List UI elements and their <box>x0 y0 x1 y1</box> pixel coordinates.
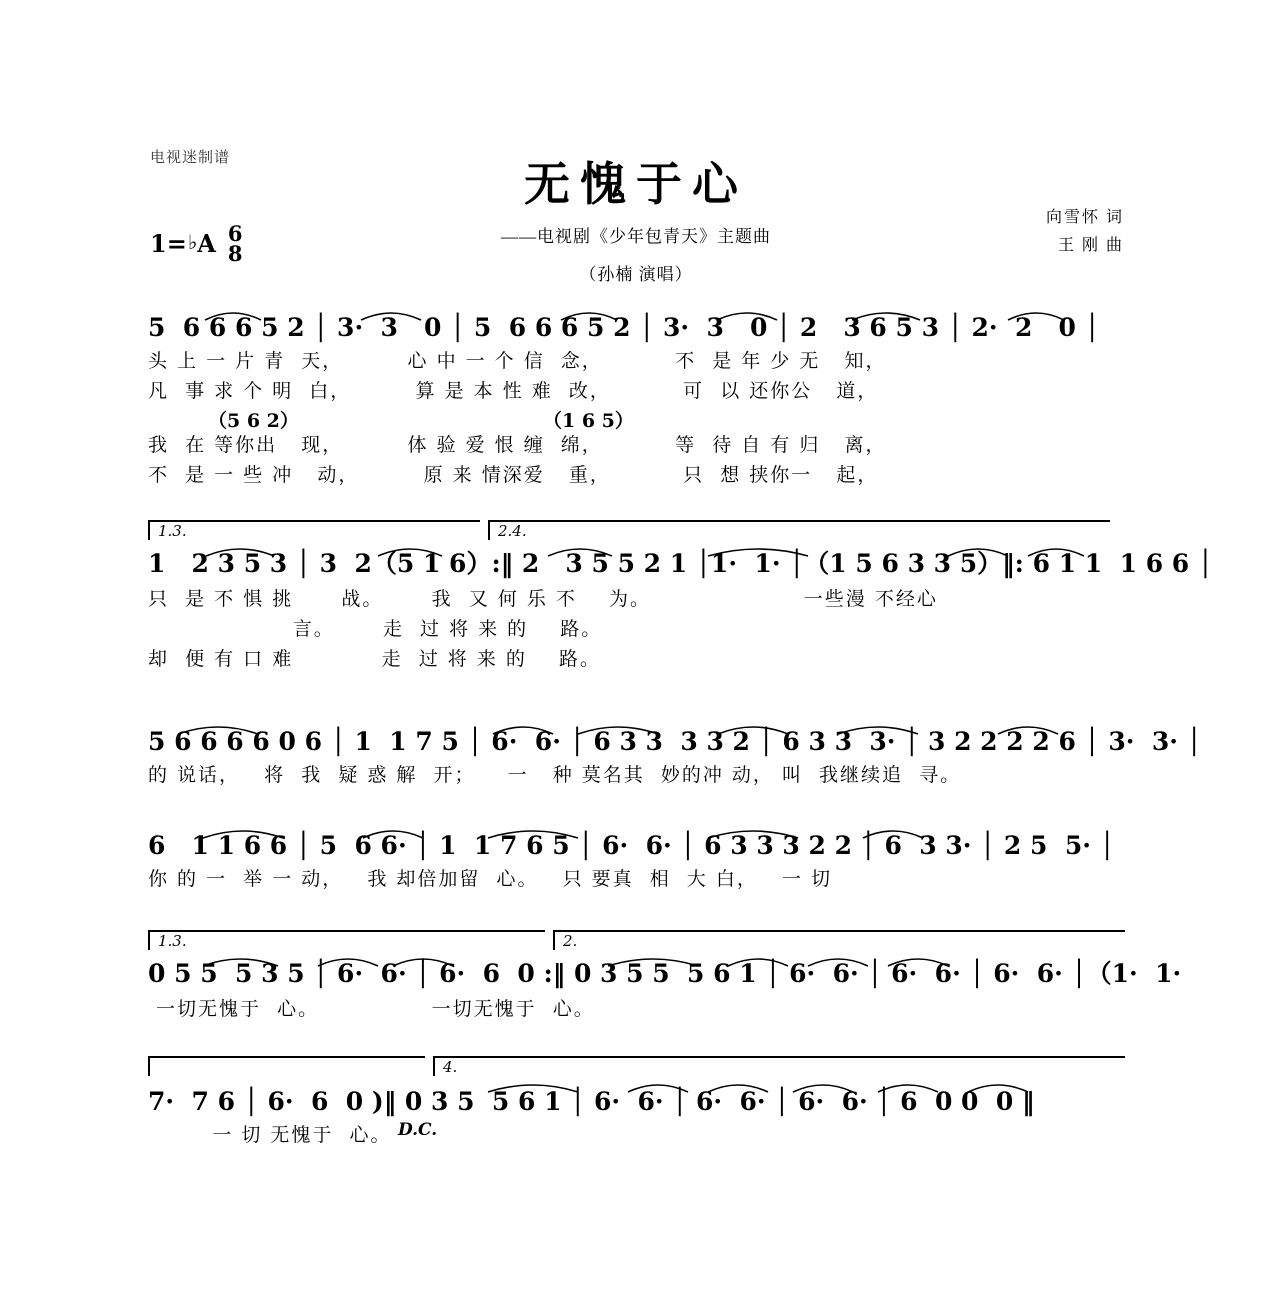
system-5 <box>148 930 1182 1024</box>
lyricist-credit: 向雪怀 词 <box>1045 209 1124 226</box>
volta-bracket-2 <box>488 520 1110 540</box>
note-row-3: 5 6 6 6 6 0 6 │ 1 1 7 5 │ 6· 6· │ 6 3 3 3 3 2 │ 6 3 3 3· │ 3 2 2 2 2 6 │ 3· 3· │ <box>148 727 1202 756</box>
lyric-row-4: 你 的 一 举 一 动， 我 却倍加留 心。 只 要真 相 大 白， 一 切 <box>148 868 832 890</box>
inline-note-2: （1 6 5） <box>543 410 634 432</box>
time-signature-denominator: 8 <box>227 240 243 266</box>
key-label: 1= <box>150 229 187 259</box>
system-4 <box>148 826 1128 894</box>
beam-slurs-5 <box>148 952 1128 972</box>
time-signature <box>227 221 243 266</box>
system-1 <box>148 308 1128 490</box>
volta-bracket-1 <box>148 520 480 540</box>
dc-marking: D.C. <box>398 1120 438 1140</box>
flat-icon: ♭ <box>187 229 198 254</box>
beam-slurs-3 <box>148 720 1128 740</box>
system-6 <box>148 1056 1128 1150</box>
lyric-row-2b: 言。 走 过 将 来 的 路。 <box>148 618 603 640</box>
beam-slurs-2 <box>148 542 1128 562</box>
composer-credit: 王 刚 曲 <box>1057 237 1124 254</box>
key-signature <box>150 221 243 266</box>
lyric-row-1c: 我 在 等你出 现， 体 验 爱 恨 缠 绵， 等 待 自 有 归 离， <box>148 434 887 456</box>
volta-label-1: 1.3. <box>158 522 187 540</box>
note-row-5: 0 5 5 5 3 5 │ 6· 6· │ 6· 6 0 :‖ 0 3 5 5 5 6 1 │ 6· 6· │ 6· 6· │ 6· 6· │（1· 1· <box>148 959 1182 988</box>
note-row-2: 1 2 3 5 3 │ 3 2（5 1 6）:‖ 2 3 5 5 2 1 │1· 1· │（1 5 6 3 3 5）‖: 6 1 1 1 6 6 │ <box>148 549 1213 578</box>
ending-bracket-left <box>148 1056 425 1076</box>
beam-slurs-6 <box>148 1078 1128 1098</box>
volta-bracket-5 <box>433 1056 1125 1076</box>
volta-label-3: 1.3. <box>158 932 187 950</box>
volta-label-4: 2. <box>563 932 578 950</box>
lyric-row-1a: 头 上 一 片 青 天， 心 中 一 个 信 念， 不 是 年 少 无 知， <box>148 350 887 372</box>
lyric-row-1b: 凡 事 求 个 明 白， 算 是 本 性 难 改， 可 以 还你公 道， <box>148 380 879 402</box>
inline-note-1: （5 6 2） <box>208 410 299 432</box>
beam-slurs-1 <box>148 306 1128 326</box>
system-3 <box>148 722 1202 790</box>
volta-bracket-4 <box>553 930 1125 950</box>
lyric-row-2c: 却 便 有 口 难 走 过 将 来 的 路。 <box>148 648 601 670</box>
note-row-4: 6 1 1 6 6 │ 5 6 6· │ 1 1 7 6 5 │ 6· 6· │ 6 3 3 3 2 2 │ 6 3 3· │ 2 5 5· │ <box>148 831 1115 860</box>
lyric-row-6: 一 切 无愧于 心。 <box>148 1124 392 1146</box>
time-signature-numerator: 6 <box>227 221 243 246</box>
singer-credit: （孙楠 演唱） <box>579 265 693 284</box>
lyric-row-3: 的 说话， 将 我 疑 惑 解 开； 一 种 莫名其 妙的冲 动， 叫 我继续追 寻。 <box>148 764 962 786</box>
engraver-credit: 电视迷制谱 <box>150 148 231 166</box>
page-title: 无愧于心 <box>524 157 748 211</box>
subtitle: ——电视剧《少年包青天》主题曲 <box>501 227 771 246</box>
lyric-row-1d: 不 是 一 些 冲 动， 原 来 情深爱 重， 只 想 挟你一 起， <box>148 464 879 486</box>
key-letter: A <box>197 229 216 259</box>
volta-label-2: 2.4. <box>498 522 527 540</box>
note-row-1: 5 6 6 6 5 2 │ 3· 3 0 │ 5 6 6 6 5 2 │ 3· 3 0 │ 2 3 6 5 3 │ 2· 2 0 │ <box>148 313 1100 342</box>
lyric-row-2a: 只 是 不 惧 挑 战。 我 又 何 乐 不 为。 一些漫 不经心 <box>148 588 938 610</box>
system-2 <box>148 520 1213 674</box>
lyric-row-5: 一切无愧于 心。 一切无愧于 心。 <box>148 998 595 1020</box>
volta-bracket-3 <box>148 930 545 950</box>
note-row-6: 7· 7 6 │ 6· 6 0 )‖ 0 3 5 5 6 1 │ 6· 6· │ 6· 6· │ 6· 6· │ 6 0 0 0 ‖ <box>148 1087 1035 1116</box>
beam-slurs-4 <box>148 824 1128 844</box>
volta-label-5: 4. <box>443 1058 458 1076</box>
